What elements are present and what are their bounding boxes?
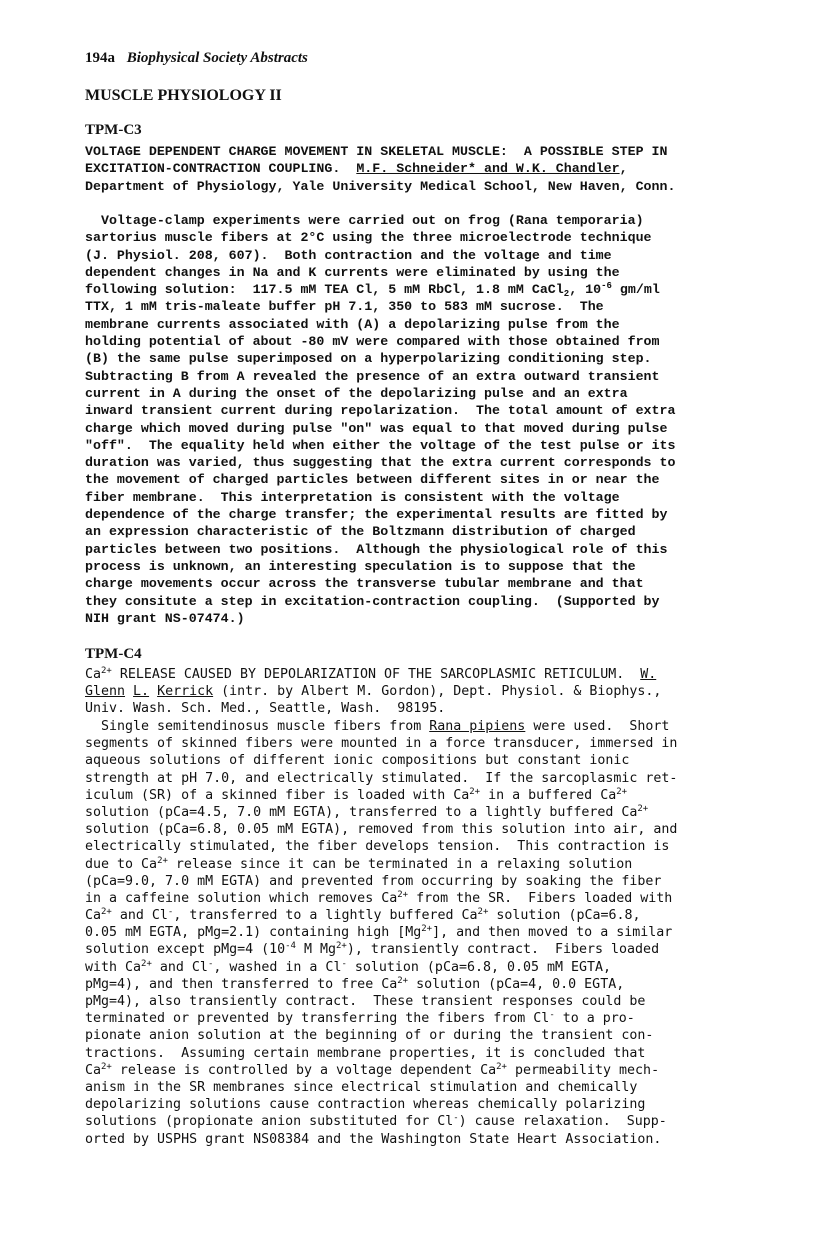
body-text: solution (pCa=4, 0.0 EGTA, bbox=[408, 976, 625, 992]
superscript: 2+ bbox=[157, 855, 168, 866]
body-line: Voltage-clamp experiments were carried out on frog (Rana temporaria) bbox=[85, 213, 644, 228]
title-text: (intr. by Albert M. Gordon), Dept. Physiol. & Biophys., bbox=[213, 684, 662, 700]
body-text: release since it can be terminated in a relaxing solution bbox=[167, 856, 633, 872]
body-line: they consitute a step in excitation-contraction coupling. (Supported by bbox=[85, 593, 660, 609]
body-text: ), transiently contract. Fibers loaded bbox=[346, 942, 660, 958]
body-text: Single semitendinosus muscle fibers from bbox=[85, 719, 430, 734]
body-line bbox=[85, 770, 745, 787]
abstract-title-line: VOLTAGE DEPENDENT CHARGE MOVEMENT IN SKELETAL MUSCLE: A POSSIBLE STEP IN bbox=[85, 144, 668, 159]
body-text: with Ca bbox=[85, 959, 142, 975]
body-line bbox=[85, 924, 745, 941]
body-text: solution (pCa=6.8, 0.05 mM EGTA, bbox=[346, 959, 612, 975]
superscript: -6 bbox=[601, 281, 612, 292]
body-text: solution (pCa=6.8, 0.05 mM EGTA), removed from this solution into air, and bbox=[85, 822, 678, 838]
body-line: NIH grant NS-07474.) bbox=[85, 610, 245, 626]
body-line: charge movements occur across the transverse tubular membrane and that bbox=[85, 576, 644, 592]
body-text: terminated or prevented by transferring the fibers from Cl bbox=[85, 1011, 550, 1027]
superscript: 2+ bbox=[101, 666, 112, 676]
body-line: membrane currents associated with (A) a depolarizing pulse from the bbox=[85, 316, 620, 332]
body-line: TTX, 1 mM tris-maleate buffer pH 7.1, 350 to 583 mM sucrose. The bbox=[85, 299, 604, 315]
abstract-title-block bbox=[85, 666, 745, 718]
body-line bbox=[85, 821, 745, 838]
title-text: EXCITATION-CONTRACTION COUPLING. bbox=[85, 161, 357, 177]
superscript: 2+ bbox=[101, 907, 112, 918]
superscript: 2+ bbox=[336, 941, 347, 952]
superscript: -4 bbox=[285, 941, 296, 952]
body-line bbox=[85, 993, 745, 1010]
body-line bbox=[85, 1062, 745, 1079]
body-line: holding potential of about -80 mV were compared with those obtained from bbox=[85, 334, 660, 350]
body-text: , 10 bbox=[569, 282, 602, 298]
author-names: Kerrick bbox=[157, 684, 214, 700]
body-text: anism in the SR membranes since electrical stimulation and chemically bbox=[85, 1079, 638, 1095]
abstract-body bbox=[85, 212, 735, 627]
body-text: permeability mech- bbox=[506, 1062, 660, 1078]
body-text: Ca bbox=[85, 1062, 102, 1078]
body-line bbox=[85, 873, 745, 890]
superscript: 2+ bbox=[397, 889, 409, 900]
body-line: inward transient current during repolarization. The total amount of extra bbox=[85, 403, 676, 419]
body-text: iculum (SR) of a skinned fiber is loaded with Ca bbox=[85, 787, 470, 803]
body-text: solution (pCa=6.8, bbox=[488, 908, 641, 924]
species-name: Rana pipiens bbox=[429, 719, 526, 734]
author-names: Glenn bbox=[85, 684, 126, 700]
abstract-title-line bbox=[85, 683, 745, 700]
body-line bbox=[85, 281, 735, 298]
body-line: current in A during the onset of the depolarizing pulse and an extra bbox=[85, 385, 628, 401]
body-line bbox=[85, 1113, 745, 1130]
body-text: segments of skinned fibers were mounted in a force transducer, immersed in bbox=[85, 736, 678, 752]
body-line: Subtracting B from A revealed the presence of an extra outward transient bbox=[85, 368, 660, 384]
body-text: M Mg bbox=[295, 942, 337, 958]
body-text: aqueous solutions of different ionic compositions but constant ionic bbox=[85, 753, 630, 769]
body-text: ) cause relaxation. Supp- bbox=[458, 1114, 667, 1130]
body-line: duration was varied, thus suggesting that the extra current corresponds to bbox=[85, 455, 676, 471]
body-text: and Cl bbox=[151, 959, 208, 975]
body-line bbox=[85, 1010, 745, 1027]
journal-title: Biophysical Society Abstracts bbox=[126, 50, 308, 66]
body-text: pionate anion solution at the beginning of or during the transient con- bbox=[85, 1028, 654, 1044]
body-line bbox=[85, 787, 745, 804]
body-line bbox=[85, 856, 745, 873]
superscript: 2+ bbox=[496, 1061, 507, 1072]
body-line bbox=[85, 1131, 745, 1148]
body-text: 0.05 mM EGTA, pMg=2.1) containing high [Mg bbox=[85, 925, 422, 941]
page-number: 194a bbox=[85, 50, 115, 66]
body-line: the movement of charged particles between different sites in or near the bbox=[85, 472, 660, 488]
body-line bbox=[85, 838, 745, 855]
body-text: solution except pMg=4 (10 bbox=[85, 942, 286, 958]
author-affiliation: Univ. Wash. Sch. Med., Seattle, Wash. 98195. bbox=[85, 701, 446, 717]
superscript: 2+ bbox=[469, 786, 481, 797]
body-text: solution (pCa=4.5, 7.0 mM EGTA), transferred to a lightly buffered Ca bbox=[85, 804, 638, 820]
body-text: due to Ca bbox=[85, 856, 158, 872]
body-line: particles between two positions. Although the physiological role of this bbox=[85, 541, 668, 557]
body-text: gm/ml bbox=[611, 282, 660, 298]
body-line: fiber membrane. This interpretation is consistent with the voltage bbox=[85, 489, 620, 505]
abstract-id: TPM-C3 bbox=[85, 122, 142, 138]
running-head bbox=[85, 50, 308, 67]
body-line bbox=[85, 718, 745, 735]
body-line bbox=[85, 1096, 745, 1113]
superscript: - bbox=[453, 1113, 459, 1124]
superscript: 2+ bbox=[397, 975, 409, 986]
superscript: 2+ bbox=[141, 958, 152, 969]
abstract-title-block bbox=[85, 143, 735, 195]
superscript: - bbox=[167, 907, 174, 918]
superscript: - bbox=[207, 958, 214, 969]
abstract-title-line bbox=[85, 160, 735, 177]
body-text: pMg=4), and then transferred to free Ca bbox=[85, 976, 398, 992]
body-text: , transferred to a lightly buffered Ca bbox=[173, 908, 478, 924]
body-text: pMg=4), also transiently contract. These transient responses could be bbox=[85, 994, 646, 1009]
body-text: Ca bbox=[85, 908, 102, 924]
title-text: RELEASE CAUSED BY DEPOLARIZATION OF THE SARCOPLASMIC RETICULUM. bbox=[111, 667, 641, 682]
body-line: sartorius muscle fibers at 2°C using the three microelectrode technique bbox=[85, 230, 652, 246]
body-line bbox=[85, 1027, 745, 1044]
body-line: dependent changes in Na and K currents were eliminated by using the bbox=[85, 264, 620, 280]
superscript: 2+ bbox=[421, 924, 433, 935]
superscript: - bbox=[549, 1010, 555, 1021]
body-line bbox=[85, 941, 745, 958]
body-line bbox=[85, 1045, 745, 1062]
body-line bbox=[85, 890, 745, 907]
title-text: Ca bbox=[85, 667, 102, 682]
body-line: charge which moved during pulse "on" was equal to that moved during pulse bbox=[85, 420, 668, 436]
abstract-body bbox=[85, 718, 745, 1148]
body-text: , washed in a Cl bbox=[213, 959, 342, 975]
body-text: in a buffered Ca bbox=[480, 787, 617, 803]
body-line bbox=[85, 959, 745, 976]
body-text: electrically stimulated, the fiber develops tension. This contraction is bbox=[85, 839, 670, 855]
body-line: (J. Physiol. 208, 607). Both contraction and the voltage and time bbox=[85, 247, 612, 263]
body-text: following solution: 117.5 mM TEA Cl, 5 mM RbCl, 1.8 mM CaCl bbox=[85, 282, 564, 298]
body-text: to a pro- bbox=[554, 1011, 635, 1027]
superscript: 2+ bbox=[477, 907, 489, 918]
body-line bbox=[85, 976, 745, 993]
body-text: in a caffeine solution which removes Ca bbox=[85, 890, 398, 906]
abstract-title-line bbox=[85, 666, 745, 683]
body-text: ], and then moved to a similar bbox=[432, 925, 673, 941]
body-line bbox=[85, 907, 745, 924]
body-line: an expression characteristic of the Boltzmann distribution of charged bbox=[85, 524, 636, 540]
superscript: 2+ bbox=[616, 786, 628, 797]
superscript: 2+ bbox=[637, 803, 649, 814]
title-text: , bbox=[619, 161, 628, 177]
body-text: and Cl bbox=[111, 908, 168, 924]
body-line bbox=[85, 1079, 745, 1096]
body-line: dependence of the charge transfer; the experimental results are fitted by bbox=[85, 507, 668, 523]
author-affiliation: Department of Physiology, Yale University Medical School, New Haven, Conn. bbox=[85, 178, 676, 194]
body-line: process is unknown, an interesting speculation is to suppose that the bbox=[85, 558, 636, 574]
body-text: depolarizing solutions cause contraction whereas chemically polarizing bbox=[85, 1097, 646, 1113]
superscript: - bbox=[341, 958, 347, 969]
body-text: release is controlled by a voltage dependent Ca bbox=[111, 1062, 497, 1078]
body-text: orted by USPHS grant NS08384 and the Washington State Heart Association. bbox=[85, 1131, 662, 1147]
section-title: MUSCLE PHYSIOLOGY II bbox=[85, 87, 282, 104]
body-text: tractions. Assuming certain membrane properties, it is concluded that bbox=[85, 1045, 646, 1061]
author-names: L. bbox=[133, 684, 150, 700]
body-line bbox=[85, 804, 745, 821]
body-line bbox=[85, 735, 745, 752]
author-names: W. bbox=[640, 667, 657, 682]
body-text: solutions (propionate anion substituted for Cl bbox=[85, 1114, 454, 1130]
body-text: strength at pH 7.0, and electrically stimulated. If the sarcoplasmic ret- bbox=[85, 770, 678, 786]
body-line: "off". The equality held when either the voltage of the test pulse or its bbox=[85, 437, 676, 453]
abstract-id: TPM-C4 bbox=[85, 646, 142, 662]
superscript: 2+ bbox=[101, 1061, 112, 1072]
body-text: from the SR. Fibers loaded with bbox=[408, 890, 673, 906]
body-text: were used. Short bbox=[525, 719, 670, 734]
subscript: 2 bbox=[563, 289, 570, 299]
body-line bbox=[85, 752, 745, 769]
body-text: (pCa=9.0, 7.0 mM EGTA) and prevented from occurring by soaking the fiber bbox=[85, 873, 662, 889]
body-line: (B) the same pulse superimposed on a hyperpolarizing conditioning step. bbox=[85, 351, 652, 367]
author-names: M.F. Schneider* and W.K. Chandler bbox=[356, 161, 620, 177]
